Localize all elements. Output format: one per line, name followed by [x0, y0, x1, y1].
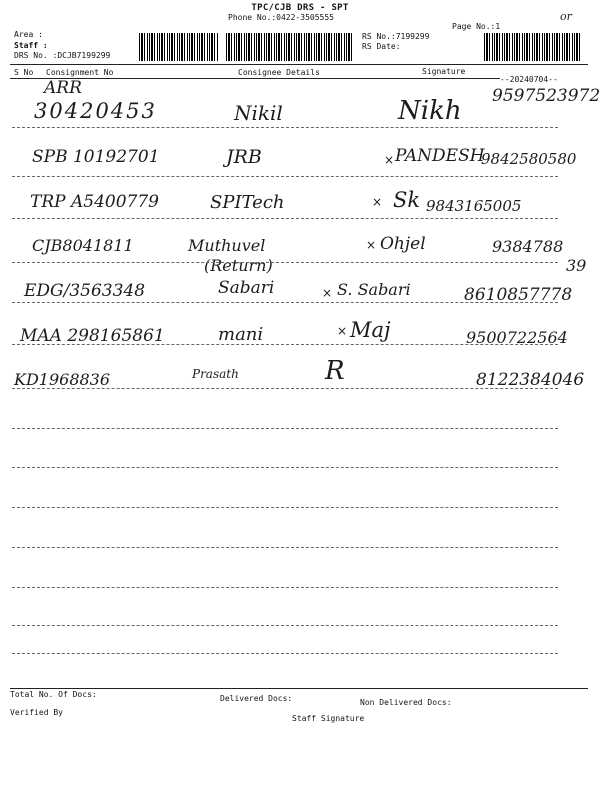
- header-phone: Phone No.:0422-3505555: [228, 13, 334, 22]
- row-divider: [12, 127, 558, 128]
- barcode-right: [484, 33, 580, 61]
- col-signature: Signature: [422, 67, 466, 76]
- non-delivered-docs-label: Non Delivered Docs:: [360, 698, 452, 707]
- page-title: TPC/CJB DRS - SPT: [251, 3, 349, 13]
- sheet-date: --20240704--: [500, 75, 558, 84]
- barcode-left: [139, 33, 219, 61]
- row4-consignee: Muthuvel: [188, 236, 266, 255]
- footer-rule: [10, 688, 588, 689]
- row7-phone: 8122384046: [476, 370, 585, 390]
- row7-consignment: KD1968836: [14, 370, 111, 389]
- row5-consignment: EDG/3563348: [24, 281, 146, 301]
- row-divider: [12, 344, 558, 345]
- empty-row-divider: [12, 587, 558, 588]
- empty-row-divider: [12, 625, 558, 626]
- row5-consignee: Sabari: [218, 278, 275, 298]
- row4-cross-mark: ×: [366, 238, 377, 252]
- row3-consignee: SPITech: [210, 192, 285, 213]
- row-divider: [12, 176, 558, 177]
- row2-consignment: SPB 10192701: [32, 147, 160, 167]
- row1-consignment-prefix: ARR: [44, 78, 82, 98]
- row1-phone: 9597523972: [492, 86, 600, 106]
- row6-phone: 9500722564: [466, 328, 568, 347]
- staff-label: Staff :: [14, 41, 48, 50]
- row6-consignee: mani: [218, 324, 264, 345]
- empty-row-divider: [12, 507, 558, 508]
- empty-row-divider: [12, 547, 558, 548]
- row-divider: [12, 388, 558, 389]
- row-divider: [12, 218, 558, 219]
- row3-cross-mark: ×: [372, 195, 383, 209]
- row3-consignment: TRP A5400779: [30, 192, 159, 212]
- col-consignee: Consignee Details: [238, 68, 320, 77]
- row6-cross-mark: ×: [337, 324, 348, 338]
- row7-signature: R: [325, 356, 345, 386]
- row2-signature: PANDESH: [395, 146, 485, 166]
- corner-handwritten-mark: or: [560, 10, 572, 23]
- row5-phone: 8610857778: [464, 285, 573, 305]
- row4-consignment: CJB8041811: [32, 236, 134, 255]
- row2-consignee: JRB: [226, 146, 262, 168]
- row5-signature: S. Sabari: [337, 280, 411, 299]
- row7-consignee: Prasath: [192, 367, 239, 381]
- barcode-center: [226, 33, 352, 61]
- rs-number: RS No.:7199299: [362, 32, 430, 41]
- row3-signature: Sk: [393, 188, 421, 212]
- row-divider: [12, 262, 558, 263]
- col-consignment: Consignment No: [46, 68, 114, 77]
- row5-cross-mark: ×: [322, 286, 333, 300]
- row2-cross-mark: ×: [384, 153, 395, 167]
- row4-consignee-note: (Return): [204, 256, 273, 275]
- empty-row-divider: [12, 428, 558, 429]
- verified-by-label: Verified By: [10, 708, 63, 717]
- row1-consignment: 30420453: [34, 99, 157, 123]
- row6-consignment: MAA 298165861: [20, 326, 165, 346]
- page-number: Page No.:1: [452, 22, 501, 31]
- row4-signature: Ohjel: [380, 234, 426, 254]
- drs-number: DRS No. :DCJB7199299: [14, 51, 111, 60]
- rs-date-label: RS Date:: [362, 42, 401, 51]
- col-sno: S No: [14, 68, 34, 77]
- row4-phone: 9384788: [492, 237, 564, 256]
- staff-signature-label: Staff Signature: [292, 714, 365, 723]
- area-label: Area :: [14, 30, 43, 39]
- total-docs-label: Total No. Of Docs:: [10, 690, 97, 699]
- header-rule: [10, 64, 588, 65]
- column-header-rule: [10, 78, 500, 79]
- row-divider: [12, 302, 558, 303]
- row4-phone-continued: 39: [566, 256, 587, 275]
- delivered-docs-label: Delivered Docs:: [220, 694, 293, 703]
- empty-row-divider: [12, 653, 558, 654]
- row2-phone: 9842580580: [481, 150, 577, 168]
- row6-signature: Maj: [350, 318, 391, 342]
- empty-row-divider: [12, 467, 558, 468]
- row1-consignee: Nikil: [234, 101, 283, 125]
- row3-phone: 9843165005: [426, 197, 522, 215]
- row1-signature: Nikh: [398, 96, 462, 126]
